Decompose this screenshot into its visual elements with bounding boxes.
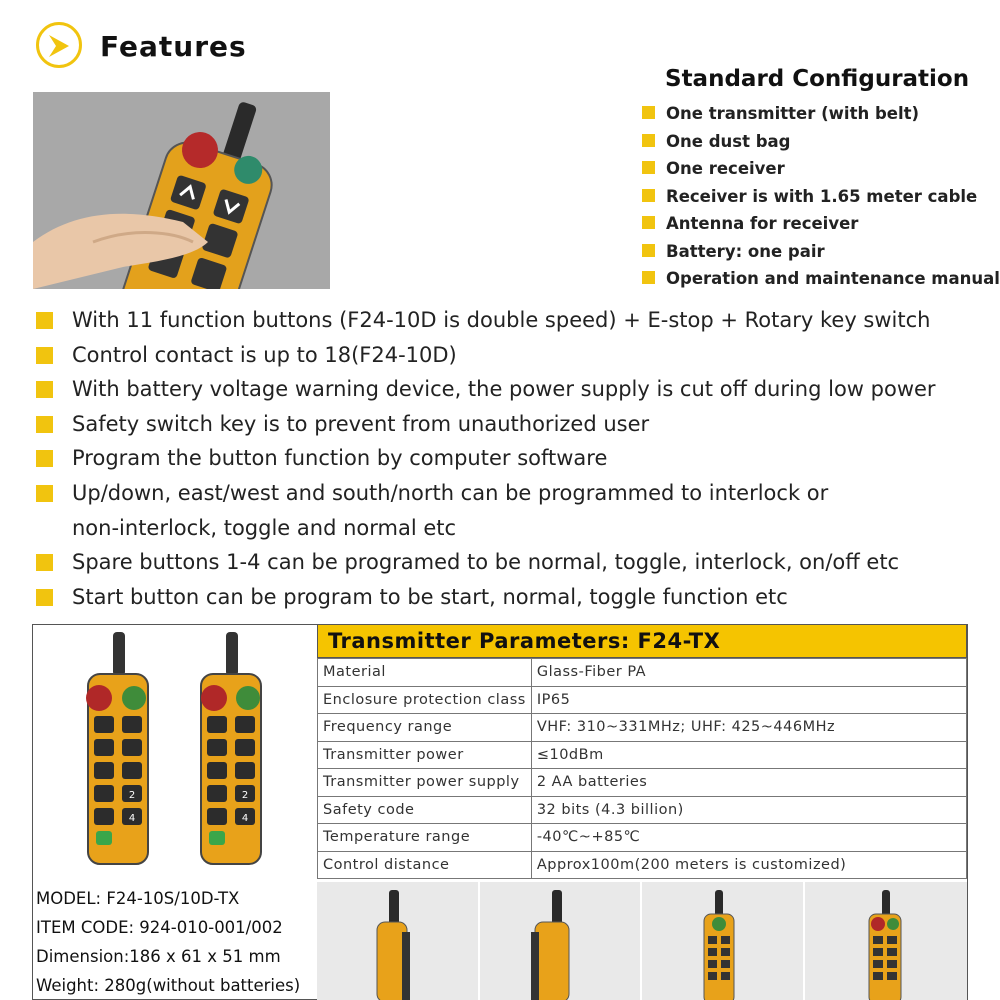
product-photo — [33, 92, 330, 289]
weight-line: Weight: 280g(without batteries) — [36, 976, 301, 995]
features-list — [36, 303, 986, 614]
bullet-icon — [642, 244, 655, 257]
model-info — [36, 884, 316, 1000]
list-item: Start button can be program to be start, normal, toggle function etc — [36, 580, 986, 615]
bullet-icon — [36, 381, 53, 398]
bullet-icon — [642, 134, 655, 147]
params-title: Transmitter Parameters: F24-TX — [317, 624, 967, 658]
list-item-continuation: non-interlock, toggle and normal etc — [72, 515, 457, 540]
table-row: Material Glass-Fiber PA — [318, 659, 967, 687]
bullet-icon — [36, 347, 53, 364]
list-item: Receiver is with 1.65 meter cable — [640, 183, 1000, 211]
remote-images — [36, 628, 314, 880]
list-item: Spare buttons 1-4 can be programed to be normal, toggle, interlock, on/off etc — [36, 545, 986, 580]
list-item: Up/down, east/west and south/north can be programmed to interlock or — [36, 476, 986, 511]
page-title: Features — [100, 30, 247, 63]
bullet-icon — [36, 589, 53, 606]
remote-button-label: 2 — [128, 790, 136, 801]
list-item: With battery voltage warning device, the power supply is cut off during low power — [36, 372, 986, 407]
bullet-icon — [642, 189, 655, 202]
table-row: Transmitter power supply 2 AA batteries — [318, 769, 967, 797]
remote-button-label: 4 — [128, 813, 136, 824]
list-item: Safety switch key is to prevent from unauthorized user — [36, 407, 986, 442]
bullet-icon — [36, 450, 53, 467]
list-item: Program the button function by computer software — [36, 441, 986, 476]
list-item: Control contact is up to 18(F24-10D) — [36, 338, 986, 373]
table-row: Temperature range -40℃~+85℃ — [318, 824, 967, 852]
standard-config-list — [640, 100, 1000, 293]
bullet-icon — [36, 312, 53, 329]
list-item: With 11 function buttons (F24-10D is double speed) + E-stop + Rotary key switch — [36, 303, 986, 338]
remote-button-label: 4 — [241, 813, 249, 824]
bullet-icon — [642, 271, 655, 284]
bullet-icon — [642, 216, 655, 229]
list-item: Battery: one pair — [640, 238, 1000, 266]
table-row: Enclosure protection class IP65 — [318, 686, 967, 714]
list-item: One transmitter (with belt) — [640, 100, 1000, 128]
chevron-right-icon — [36, 22, 82, 68]
params-table — [317, 658, 967, 879]
bullet-icon — [36, 416, 53, 433]
bullet-icon — [642, 106, 655, 119]
table-row: Frequency range VHF: 310~331MHz; UHF: 425~446MHz — [318, 714, 967, 742]
product-views-strip — [317, 882, 967, 1000]
remote-button-label: 2 — [241, 790, 249, 801]
bullet-icon — [36, 554, 53, 571]
bullet-icon — [642, 161, 655, 174]
table-row: Safety code 32 bits (4.3 billion) — [318, 796, 967, 824]
table-row: Control distance Approx100m(200 meters is customized) — [318, 851, 967, 879]
dimension-line: Dimension:186 x 61 x 51 mm — [36, 947, 281, 966]
list-item: Operation and maintenance manual — [640, 265, 1000, 293]
item-code-line: ITEM CODE: 924-010-001/002 — [36, 918, 283, 937]
list-item: Antenna for receiver — [640, 210, 1000, 238]
bullet-icon — [36, 485, 53, 502]
standard-config-title: Standard Configuration — [665, 66, 970, 92]
model-line: MODEL: F24-10S/10D-TX — [36, 889, 240, 908]
list-item: One dust bag — [640, 128, 1000, 156]
table-row: Transmitter power ≤10dBm — [318, 741, 967, 769]
list-item: One receiver — [640, 155, 1000, 183]
